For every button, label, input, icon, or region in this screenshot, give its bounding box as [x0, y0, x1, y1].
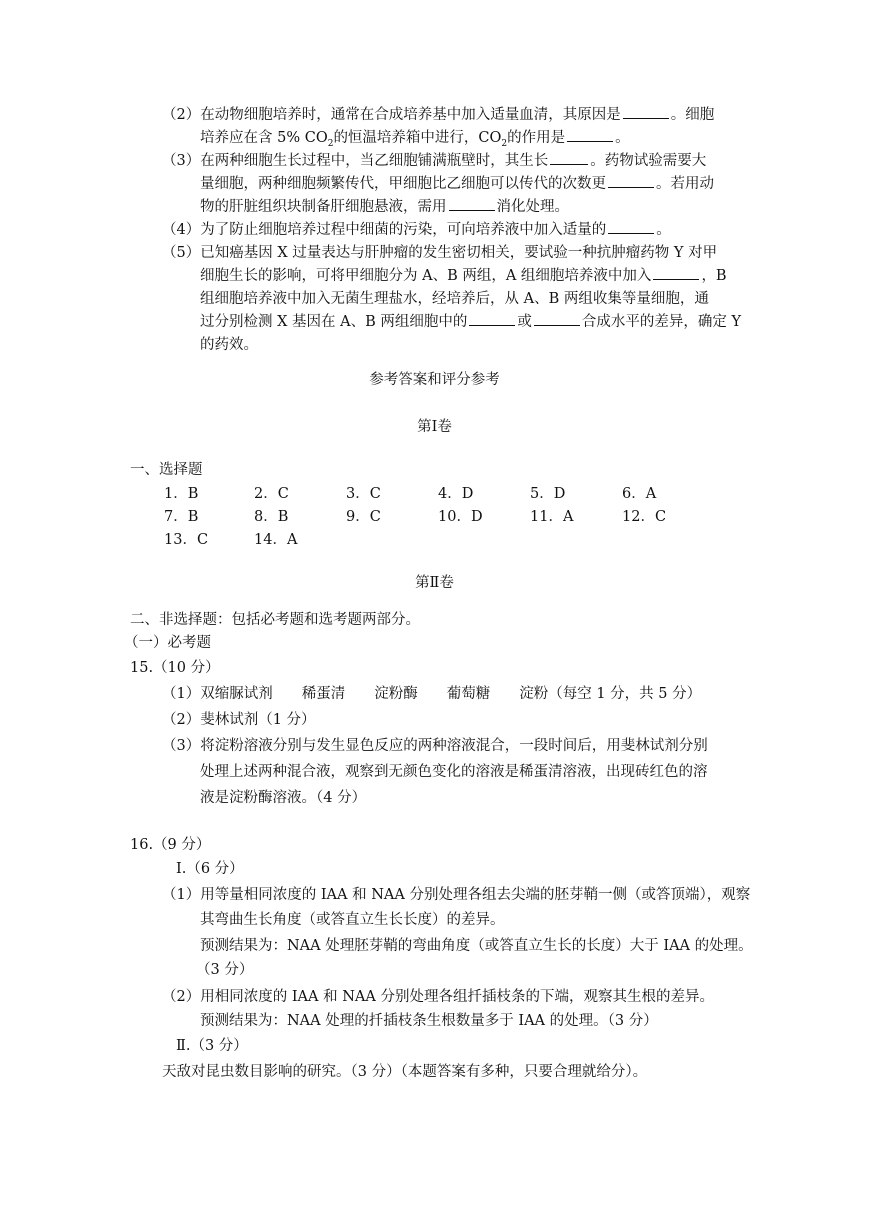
question-5-line-4: 过分别检测 X 基因在 A、B 两组细胞中的 或 合成水平的差异，确定 Y: [200, 311, 741, 333]
question-5-line-1: （5）已知癌基因 X 过量表达与肝肿瘤的发生密切相关，要试验一种抗肿瘤药物 Y 对甲: [162, 245, 718, 261]
question-4-line-1: （4）为了防止细胞培养过程中细菌的污染，可向培养液中加入适量的 。: [162, 219, 671, 241]
question-2-line-1: （2）在动物细胞培养时，通常在合成培养基中加入适量血清，其原因是 。细胞: [162, 104, 714, 126]
question-2-line-2: 培养应在含 5% $CO_2$的恒温培养箱中进行，$CO_2$的作用是 。: [200, 127, 630, 155]
choice-answer: 6．A: [622, 486, 657, 502]
choice-answer: 13．C: [164, 532, 209, 548]
choice-answer: 11．A: [530, 509, 574, 525]
q16-answer-2-line-2: 预测结果为：NAA 处理的扦插枝条生根数量多于 IAA 的处理。（3 分）: [200, 1013, 658, 1029]
section-1-heading: 一、选择题: [130, 462, 203, 478]
answer-blank: [449, 196, 495, 211]
q16-part-2-answer: 天敌对昆虫数目影响的研究。（3 分）（本题答案有多种，只要合理就给分）。: [162, 1064, 648, 1080]
q15-answer-3-line-2: 处理上述两种混合液，观察到无颜色变化的溶液是稀蛋清溶液，出现砖红色的溶: [200, 764, 708, 780]
question-5-line-2: 细胞生长的影响，可将甲细胞分为 A、B 两组，A 组细胞培养液中加入 ，B: [200, 265, 727, 287]
choice-answer: 5．D: [530, 486, 566, 502]
q16-part-2-heading: Ⅱ.（3 分）: [176, 1038, 248, 1054]
answer-blank: [550, 150, 588, 165]
section-2-heading: 二、非选择题：包括必考题和选考题两部分。: [130, 612, 420, 628]
volume-1-heading: 第Ⅰ卷: [417, 419, 452, 435]
choice-answer: 7．B: [164, 509, 199, 525]
answer-blank: [567, 127, 613, 142]
q15-answer-2: （2）斐林试剂（1 分）: [162, 712, 316, 728]
answer-blank: [608, 219, 654, 234]
q15-answer-3-line-1: （3）将淀粉溶液分别与发生显色反应的两种溶液混合，一段时间后，用斐林试剂分别: [162, 738, 708, 754]
answer-key-title: 参考答案和评分参考: [369, 372, 500, 388]
choice-answer: 10．D: [438, 509, 483, 525]
choice-answer: 1．B: [164, 486, 199, 502]
question-5-line-3: 组细胞培养液中加入无菌生理盐水，经培养后，从 A、B 两组收集等量细胞，通: [200, 291, 709, 307]
q15-heading: 15.（10 分）: [130, 660, 220, 676]
q16-answer-1-line-1: （1）用等量相同浓度的 IAA 和 NAA 分别处理各组去尖端的胚芽鞘一侧（或答顶端），观察: [162, 887, 751, 903]
choice-answer: 8．B: [254, 509, 289, 525]
question-3-line-2: 量细胞，两种细胞频繁传代，甲细胞比乙细胞可以传代的次数更 。若用动: [200, 173, 714, 195]
answer-blank: [534, 311, 580, 326]
question-3-line-1: （3）在两种细胞生长过程中，当乙细胞铺满瓶壁时，其生长 。药物试验需要大: [162, 150, 706, 172]
answer-blank: [608, 173, 654, 188]
choice-answer: 14．A: [254, 532, 298, 548]
question-3-line-3: 物的肝脏组织块制备肝细胞悬液，需用 消化处理。: [200, 196, 569, 218]
subsection-required: （一）必考题: [124, 635, 211, 651]
q16-answer-1-line-4: （3 分）: [196, 962, 254, 978]
answer-blank: [653, 265, 699, 280]
answer-blank: [623, 104, 669, 119]
volume-2-heading: 第Ⅱ卷: [415, 575, 454, 591]
choice-answer: 3．C: [346, 486, 381, 502]
choice-answer: 2．C: [254, 486, 289, 502]
question-5-line-5: 的药效。: [200, 337, 258, 353]
q16-part-1-heading: Ⅰ.（6 分）: [176, 861, 244, 877]
choice-answer: 4．D: [438, 486, 474, 502]
q16-heading: 16.（9 分）: [130, 837, 211, 853]
answer-blank: [469, 311, 515, 326]
q16-answer-1-line-3: 预测结果为：NAA 处理胚芽鞘的弯曲角度（或答直立生长的长度）大于 IAA 的处理。: [200, 938, 753, 954]
q15-answer-3-line-3: 液是淀粉酶溶液。（4 分）: [200, 790, 367, 806]
q16-answer-2-line-1: （2）用相同浓度的 IAA 和 NAA 分别处理各组扦插枝条的下端，观察其生根的差异。: [162, 989, 714, 1005]
choice-answer: 9．C: [346, 509, 381, 525]
choice-answer: 12．C: [622, 509, 667, 525]
q16-answer-1-line-2: 其弯曲生长角度（或答直立生长长度）的差异。: [200, 912, 505, 928]
q15-answer-1: （1）双缩脲试剂 稀蛋清 淀粉酶 葡萄糖 淀粉（每空 1 分，共 5 分）: [162, 686, 702, 702]
